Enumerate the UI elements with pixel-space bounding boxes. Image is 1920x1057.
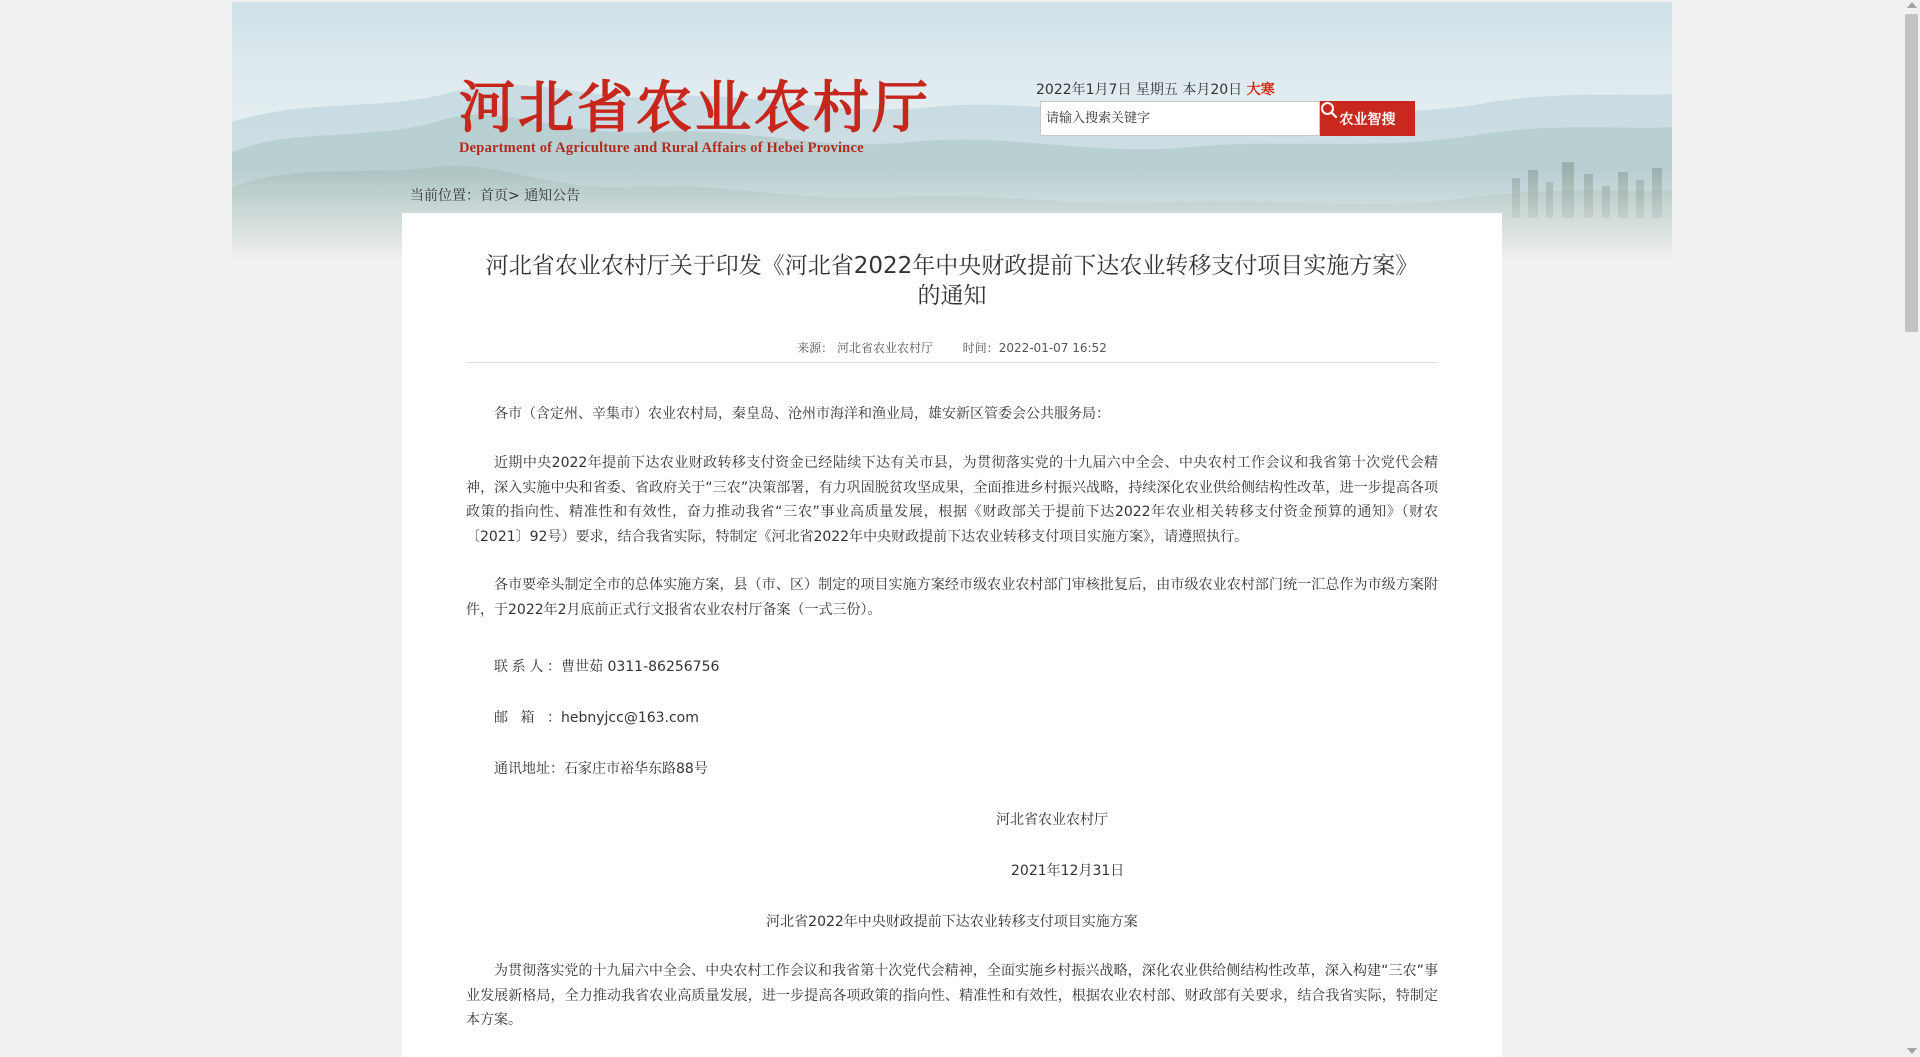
search-field[interactable]: [1040, 101, 1320, 136]
breadcrumb: [410, 185, 580, 205]
article-panel: [402, 213, 1502, 1057]
attachment-title: 河北省2022年中央财政提前下达农业转移支付项目实施方案: [766, 914, 1138, 930]
article-meta: [402, 339, 1502, 356]
contact-email: [494, 707, 699, 727]
contact-address: [494, 758, 708, 778]
article-title-line2: 的通知: [917, 283, 987, 309]
title-divider: [466, 362, 1438, 363]
search-icon: [1320, 101, 1338, 119]
site-logo[interactable]: [459, 75, 931, 157]
date-text: 2022年1月7日 星期五 本月20日: [1036, 82, 1243, 98]
breadcrumb-current[interactable]: 通知公告: [524, 188, 581, 204]
logo-chinese-title: 河北省农业农村厅: [459, 75, 931, 141]
article-title: [462, 251, 1442, 311]
logo-english-title: Department of Agriculture and Rural Affairs of Hebei Province: [459, 140, 864, 156]
article-title-line1: 河北省农业农村厅关于印发《河北省2022年中央财政提前下达农业转移支付项目实施方案》: [485, 253, 1419, 279]
date-display: [1036, 79, 1275, 99]
source-label: 来源：: [797, 341, 834, 355]
source-value: 河北省农业农村厅: [837, 341, 934, 355]
breadcrumb-home-link[interactable]: 首页: [480, 188, 508, 204]
paragraph-2: 各市要牵头制定全市的总体实施方案，县（市、区）制定的项目实施方案经市级农业农村部门审核批复后，由市级农业农村部门统一汇总作为市级方案附件，于2022年2月底前正式行文报省农业农村厅备案（一式三份）。: [466, 577, 1438, 618]
email-value: hebnyjcc@163.com: [561, 710, 699, 726]
salutation: 各市（含定州、辛集市）农业农村局，秦皇岛、沧州市海洋和渔业局，雄安新区管委会公共服务局：: [494, 406, 1110, 422]
scrollbar-thumb[interactable]: [1905, 14, 1918, 332]
time-label: 时间：: [962, 341, 999, 355]
signature-date: 2021年12月31日: [1011, 863, 1125, 879]
contact-person: [494, 656, 719, 676]
signature-org: 河北省农业农村厅: [996, 812, 1108, 828]
time-value: 2022-01-07 16:52: [998, 341, 1107, 355]
search-button[interactable]: [1320, 101, 1415, 136]
scroll-down-arrow-icon[interactable]: [1907, 1048, 1917, 1054]
contact-label: 联系人：: [494, 659, 561, 675]
scroll-up-arrow-icon[interactable]: [1907, 2, 1917, 8]
paragraph-3: 为贯彻落实党的十九届六中全会、中央农村工作会议和我省第十次党代会精神，全面实施乡村振兴战略，深化农业供给侧结构性改革，深入构建“三农”事业发展新格局，全力推动我省农业高质量发展，进一步提高各项政策的指向性、精准性和有效性，根据农业农村部、财政部有关要求，结合我省实际，特制定本方案。: [466, 963, 1438, 1028]
email-label: 邮箱：: [494, 710, 561, 726]
search-input[interactable]: [1041, 102, 1319, 135]
breadcrumb-separator: >: [508, 188, 520, 204]
search-button-label: 农业智搜: [1339, 111, 1396, 128]
address-value: 石家庄市裕华东路88号: [564, 761, 708, 777]
page-canvas: [232, 2, 1672, 1057]
breadcrumb-prefix: 当前位置：: [410, 188, 480, 204]
solar-term: 大寒: [1246, 82, 1275, 98]
contact-value: 曹世茹 0311-86256756: [561, 659, 720, 675]
address-label: 通讯地址：: [494, 761, 564, 777]
paragraph-1: 近期中央2022年提前下达农业财政转移支付资金已经陆续下达有关市县，为贯彻落实党的十九届六中全会、中央农村工作会议和我省第十次党代会精神，深入实施中央和省委、省政府关于“三农”决策部署，有力巩固脱贫攻坚成果，全面推进乡村振兴战略，持续深化农业供给侧结构性改革，进一步提高各项政策的指向性、精准性和有效性，奋力推动我省“三农”事业高质量发展，根据《财政部关于提前下达2022年农业相关转移支付资金预算的通知》（财农〔2021〕92号）要求，结合我省实际，特制定《河北省2022年中央财政提前下达农业转移支付项目实施方案》，请遵照执行。: [466, 455, 1438, 545]
